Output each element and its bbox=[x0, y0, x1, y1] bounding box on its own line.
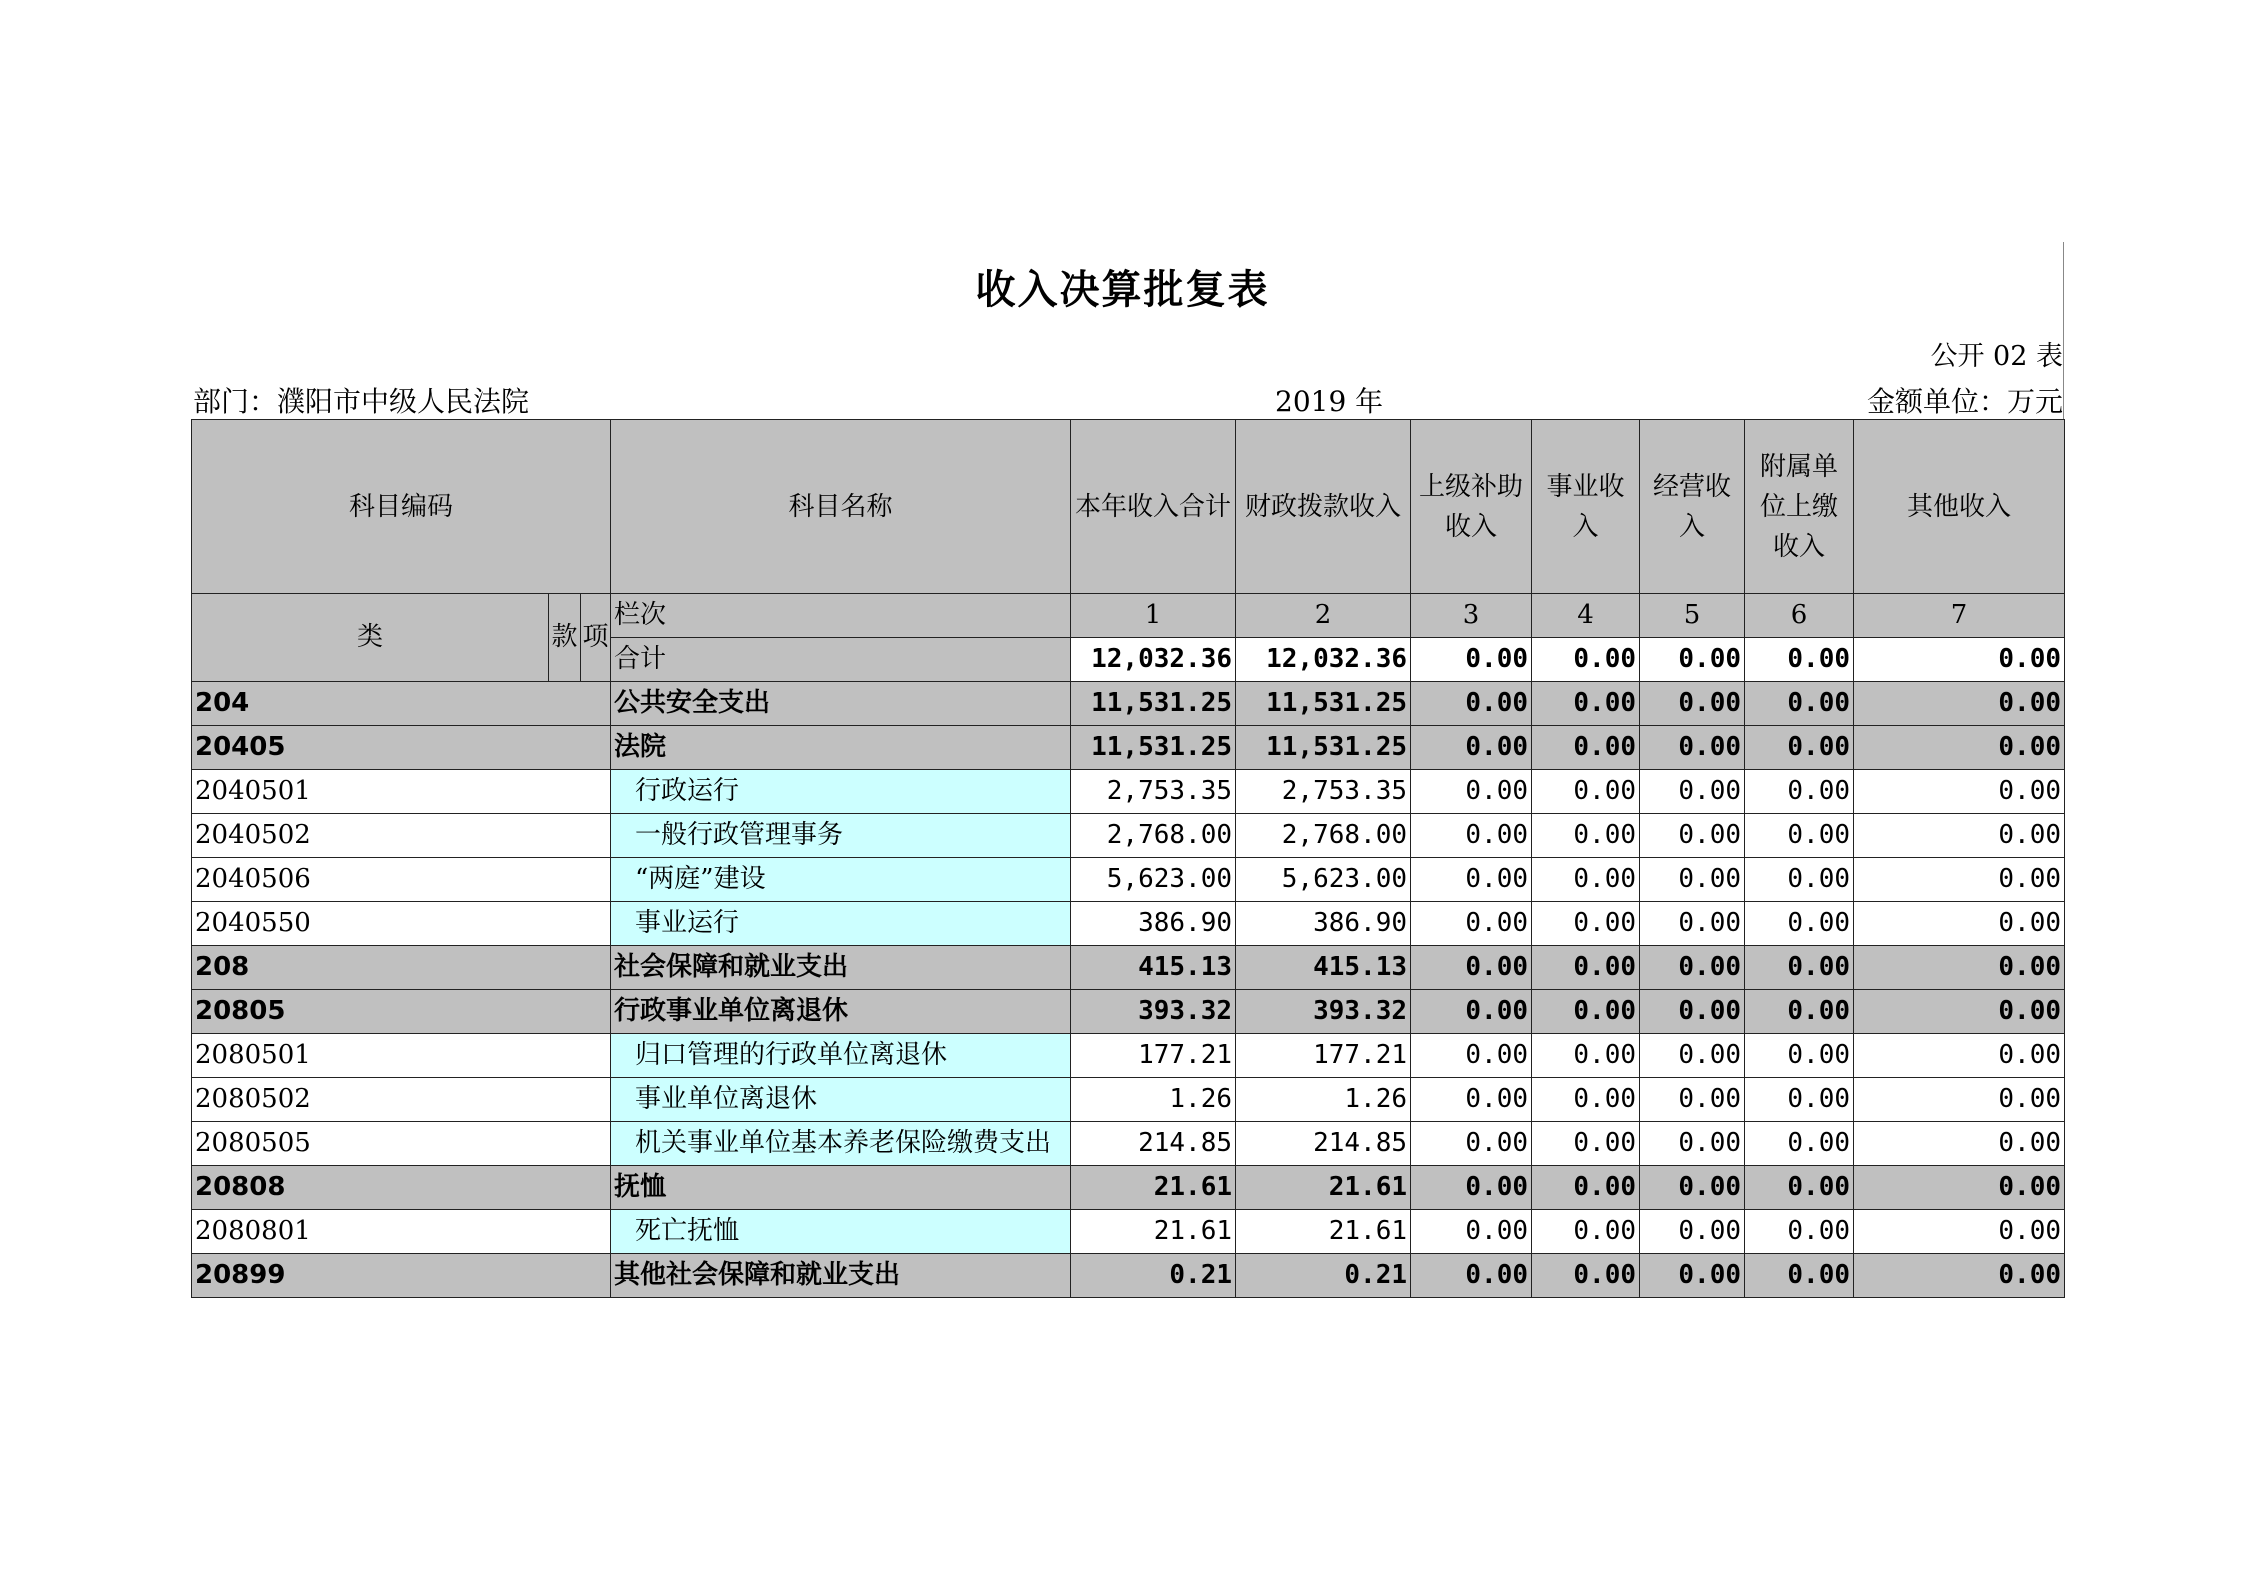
row-value: 0.00 bbox=[1745, 1122, 1854, 1166]
row-value: 11,531.25 bbox=[1071, 682, 1236, 726]
header-xiang: 项 bbox=[581, 594, 611, 682]
row-value: 0.00 bbox=[1854, 726, 2065, 770]
row-value: 11,531.25 bbox=[1071, 726, 1236, 770]
row-value: 0.00 bbox=[1532, 814, 1640, 858]
row-value: 0.00 bbox=[1411, 1254, 1532, 1298]
table-row bbox=[192, 1166, 2065, 1210]
col-number-4: 4 bbox=[1532, 594, 1640, 638]
row-value: 0.00 bbox=[1532, 726, 1640, 770]
row-name: 法院 bbox=[611, 726, 1071, 770]
total-value: 0.00 bbox=[1640, 638, 1745, 682]
row-value: 0.00 bbox=[1411, 682, 1532, 726]
table-row bbox=[192, 990, 2065, 1034]
table-row bbox=[192, 858, 2065, 902]
row-value: 0.00 bbox=[1745, 1034, 1854, 1078]
header-name: 科目名称 bbox=[611, 420, 1071, 594]
row-value: 0.00 bbox=[1532, 1034, 1640, 1078]
row-value: 0.00 bbox=[1532, 1078, 1640, 1122]
row-value: 386.90 bbox=[1236, 902, 1411, 946]
row-value: 0.00 bbox=[1640, 902, 1745, 946]
row-code: 204 bbox=[192, 682, 611, 726]
col-number-2: 2 bbox=[1236, 594, 1411, 638]
row-value: 11,531.25 bbox=[1236, 682, 1411, 726]
row-value: 1.26 bbox=[1071, 1078, 1236, 1122]
row-code: 2040506 bbox=[192, 858, 611, 902]
row-value: 0.00 bbox=[1640, 1166, 1745, 1210]
row-value: 0.00 bbox=[1640, 858, 1745, 902]
row-code: 2040501 bbox=[192, 770, 611, 814]
row-name: 死亡抚恤 bbox=[611, 1210, 1071, 1254]
row-value: 0.00 bbox=[1640, 770, 1745, 814]
row-value: 0.00 bbox=[1854, 1122, 2065, 1166]
divider bbox=[2063, 242, 2064, 420]
row-name: 社会保障和就业支出 bbox=[611, 946, 1071, 990]
row-code: 20805 bbox=[192, 990, 611, 1034]
total-value: 0.00 bbox=[1854, 638, 2065, 682]
table-row bbox=[192, 1078, 2065, 1122]
row-value: 0.00 bbox=[1532, 990, 1640, 1034]
row-value: 0.00 bbox=[1640, 1078, 1745, 1122]
header-col2: 财政拨款收入 bbox=[1236, 420, 1411, 594]
table-row bbox=[192, 1254, 2065, 1298]
row-value: 0.00 bbox=[1745, 814, 1854, 858]
header-col3: 上级补助收入 bbox=[1411, 420, 1532, 594]
total-value: 12,032.36 bbox=[1071, 638, 1236, 682]
row-value: 0.21 bbox=[1071, 1254, 1236, 1298]
row-value: 21.61 bbox=[1071, 1210, 1236, 1254]
row-value: 0.00 bbox=[1411, 1166, 1532, 1210]
row-value: 2,768.00 bbox=[1236, 814, 1411, 858]
row-code: 20899 bbox=[192, 1254, 611, 1298]
row-value: 0.00 bbox=[1854, 1254, 2065, 1298]
table-row bbox=[192, 902, 2065, 946]
row-value: 0.00 bbox=[1532, 902, 1640, 946]
row-code: 20808 bbox=[192, 1166, 611, 1210]
row-value: 0.00 bbox=[1854, 858, 2065, 902]
row-value: 0.00 bbox=[1411, 770, 1532, 814]
row-name: 行政事业单位离退休 bbox=[611, 990, 1071, 1034]
row-value: 0.00 bbox=[1411, 990, 1532, 1034]
row-value: 2,753.35 bbox=[1071, 770, 1236, 814]
row-value: 393.32 bbox=[1071, 990, 1236, 1034]
row-value: 0.00 bbox=[1854, 1166, 2065, 1210]
row-value: 0.00 bbox=[1854, 1210, 2065, 1254]
row-value: 0.00 bbox=[1532, 682, 1640, 726]
row-value: 0.00 bbox=[1532, 858, 1640, 902]
row-value: 0.00 bbox=[1745, 946, 1854, 990]
table-row bbox=[192, 946, 2065, 990]
row-value: 0.00 bbox=[1411, 1122, 1532, 1166]
table-row bbox=[192, 1210, 2065, 1254]
row-value: 0.00 bbox=[1532, 946, 1640, 990]
row-value: 0.00 bbox=[1411, 726, 1532, 770]
unit-label: 金额单位：万元 bbox=[1866, 385, 2063, 418]
header-col7: 其他收入 bbox=[1854, 420, 2065, 594]
row-value: 177.21 bbox=[1236, 1034, 1411, 1078]
row-name: 事业单位离退休 bbox=[611, 1078, 1071, 1122]
row-value: 2,753.35 bbox=[1236, 770, 1411, 814]
row-name: 公共安全支出 bbox=[611, 682, 1071, 726]
row-value: 177.21 bbox=[1071, 1034, 1236, 1078]
row-value: 0.00 bbox=[1532, 1210, 1640, 1254]
row-value: 393.32 bbox=[1236, 990, 1411, 1034]
row-name: 行政运行 bbox=[611, 770, 1071, 814]
header-kuan: 款 bbox=[549, 594, 581, 682]
row-value: 0.00 bbox=[1640, 1254, 1745, 1298]
row-value: 21.61 bbox=[1236, 1210, 1411, 1254]
row-value: 0.00 bbox=[1854, 990, 2065, 1034]
total-value: 0.00 bbox=[1411, 638, 1532, 682]
row-value: 21.61 bbox=[1236, 1166, 1411, 1210]
header-col1: 本年收入合计 bbox=[1071, 420, 1236, 594]
row-value: 2,768.00 bbox=[1071, 814, 1236, 858]
row-code: 2080801 bbox=[192, 1210, 611, 1254]
row-value: 0.00 bbox=[1640, 1034, 1745, 1078]
header-col6: 附属单位上缴收入 bbox=[1745, 420, 1854, 594]
row-name: 一般行政管理事务 bbox=[611, 814, 1071, 858]
row-value: 0.00 bbox=[1745, 1166, 1854, 1210]
row-value: 0.00 bbox=[1854, 682, 2065, 726]
year-label: 2019 年 bbox=[1275, 385, 1384, 418]
row-name: 归口管理的行政单位离退休 bbox=[611, 1034, 1071, 1078]
row-value: 0.00 bbox=[1411, 946, 1532, 990]
row-value: 0.00 bbox=[1854, 902, 2065, 946]
row-value: 415.13 bbox=[1071, 946, 1236, 990]
col-number-5: 5 bbox=[1640, 594, 1745, 638]
row-code: 2040550 bbox=[192, 902, 611, 946]
row-code: 208 bbox=[192, 946, 611, 990]
row-name: 抚恤 bbox=[611, 1166, 1071, 1210]
header-heji: 合计 bbox=[611, 638, 1071, 682]
row-name: 其他社会保障和就业支出 bbox=[611, 1254, 1071, 1298]
row-value: 0.00 bbox=[1854, 814, 2065, 858]
row-value: 0.00 bbox=[1532, 1122, 1640, 1166]
row-value: 1.26 bbox=[1236, 1078, 1411, 1122]
row-value: 0.00 bbox=[1745, 1210, 1854, 1254]
row-value: 0.00 bbox=[1532, 1254, 1640, 1298]
income-table bbox=[191, 419, 2065, 1298]
row-value: 0.21 bbox=[1236, 1254, 1411, 1298]
table-row bbox=[192, 814, 2065, 858]
row-value: 5,623.00 bbox=[1236, 858, 1411, 902]
table-row bbox=[192, 770, 2065, 814]
row-value: 0.00 bbox=[1532, 1166, 1640, 1210]
row-value: 0.00 bbox=[1640, 946, 1745, 990]
col-number-6: 6 bbox=[1745, 594, 1854, 638]
row-value: 11,531.25 bbox=[1236, 726, 1411, 770]
row-value: 0.00 bbox=[1854, 946, 2065, 990]
table-row bbox=[192, 1034, 2065, 1078]
row-value: 0.00 bbox=[1854, 770, 2065, 814]
row-value: 214.85 bbox=[1236, 1122, 1411, 1166]
row-code: 2080501 bbox=[192, 1034, 611, 1078]
row-value: 0.00 bbox=[1745, 858, 1854, 902]
row-value: 0.00 bbox=[1640, 682, 1745, 726]
row-value: 5,623.00 bbox=[1071, 858, 1236, 902]
row-value: 0.00 bbox=[1640, 726, 1745, 770]
row-code: 2080505 bbox=[192, 1122, 611, 1166]
row-value: 0.00 bbox=[1411, 1034, 1532, 1078]
row-value: 415.13 bbox=[1236, 946, 1411, 990]
row-value: 0.00 bbox=[1745, 990, 1854, 1034]
row-value: 0.00 bbox=[1745, 1254, 1854, 1298]
row-value: 0.00 bbox=[1854, 1034, 2065, 1078]
table-row bbox=[192, 682, 2065, 726]
department-label: 部门：濮阳市中级人民法院 bbox=[193, 385, 530, 418]
header-lei: 类 bbox=[192, 594, 549, 682]
header-col5: 经营收入 bbox=[1640, 420, 1745, 594]
row-code: 2080502 bbox=[192, 1078, 611, 1122]
page-title: 收入决算批复表 bbox=[975, 267, 1270, 313]
header-code: 科目编码 bbox=[192, 420, 611, 594]
header-lanci: 栏次 bbox=[611, 594, 1071, 638]
row-value: 0.00 bbox=[1640, 990, 1745, 1034]
row-value: 0.00 bbox=[1411, 1210, 1532, 1254]
row-name: 机关事业单位基本养老保险缴费支出 bbox=[611, 1122, 1071, 1166]
row-name: “两庭”建设 bbox=[611, 858, 1071, 902]
row-value: 0.00 bbox=[1532, 770, 1640, 814]
table-row bbox=[192, 726, 2065, 770]
row-value: 0.00 bbox=[1411, 1078, 1532, 1122]
row-value: 0.00 bbox=[1640, 814, 1745, 858]
total-value: 0.00 bbox=[1532, 638, 1640, 682]
row-value: 0.00 bbox=[1745, 726, 1854, 770]
total-value: 0.00 bbox=[1745, 638, 1854, 682]
col-number-7: 7 bbox=[1854, 594, 2065, 638]
table-row bbox=[192, 1122, 2065, 1166]
row-value: 386.90 bbox=[1071, 902, 1236, 946]
row-value: 21.61 bbox=[1071, 1166, 1236, 1210]
row-code: 2040502 bbox=[192, 814, 611, 858]
row-code: 20405 bbox=[192, 726, 611, 770]
row-value: 0.00 bbox=[1854, 1078, 2065, 1122]
row-value: 0.00 bbox=[1411, 902, 1532, 946]
row-name: 事业运行 bbox=[611, 902, 1071, 946]
table-code: 公开 02 表 bbox=[1930, 341, 2063, 372]
col-number-3: 3 bbox=[1411, 594, 1532, 638]
row-value: 0.00 bbox=[1745, 770, 1854, 814]
row-value: 0.00 bbox=[1745, 682, 1854, 726]
col-number-1: 1 bbox=[1071, 594, 1236, 638]
row-value: 0.00 bbox=[1640, 1122, 1745, 1166]
row-value: 214.85 bbox=[1071, 1122, 1236, 1166]
row-value: 0.00 bbox=[1745, 1078, 1854, 1122]
row-value: 0.00 bbox=[1745, 902, 1854, 946]
row-value: 0.00 bbox=[1411, 858, 1532, 902]
row-value: 0.00 bbox=[1640, 1210, 1745, 1254]
header-col4: 事业收入 bbox=[1532, 420, 1640, 594]
total-value: 12,032.36 bbox=[1236, 638, 1411, 682]
row-value: 0.00 bbox=[1411, 814, 1532, 858]
